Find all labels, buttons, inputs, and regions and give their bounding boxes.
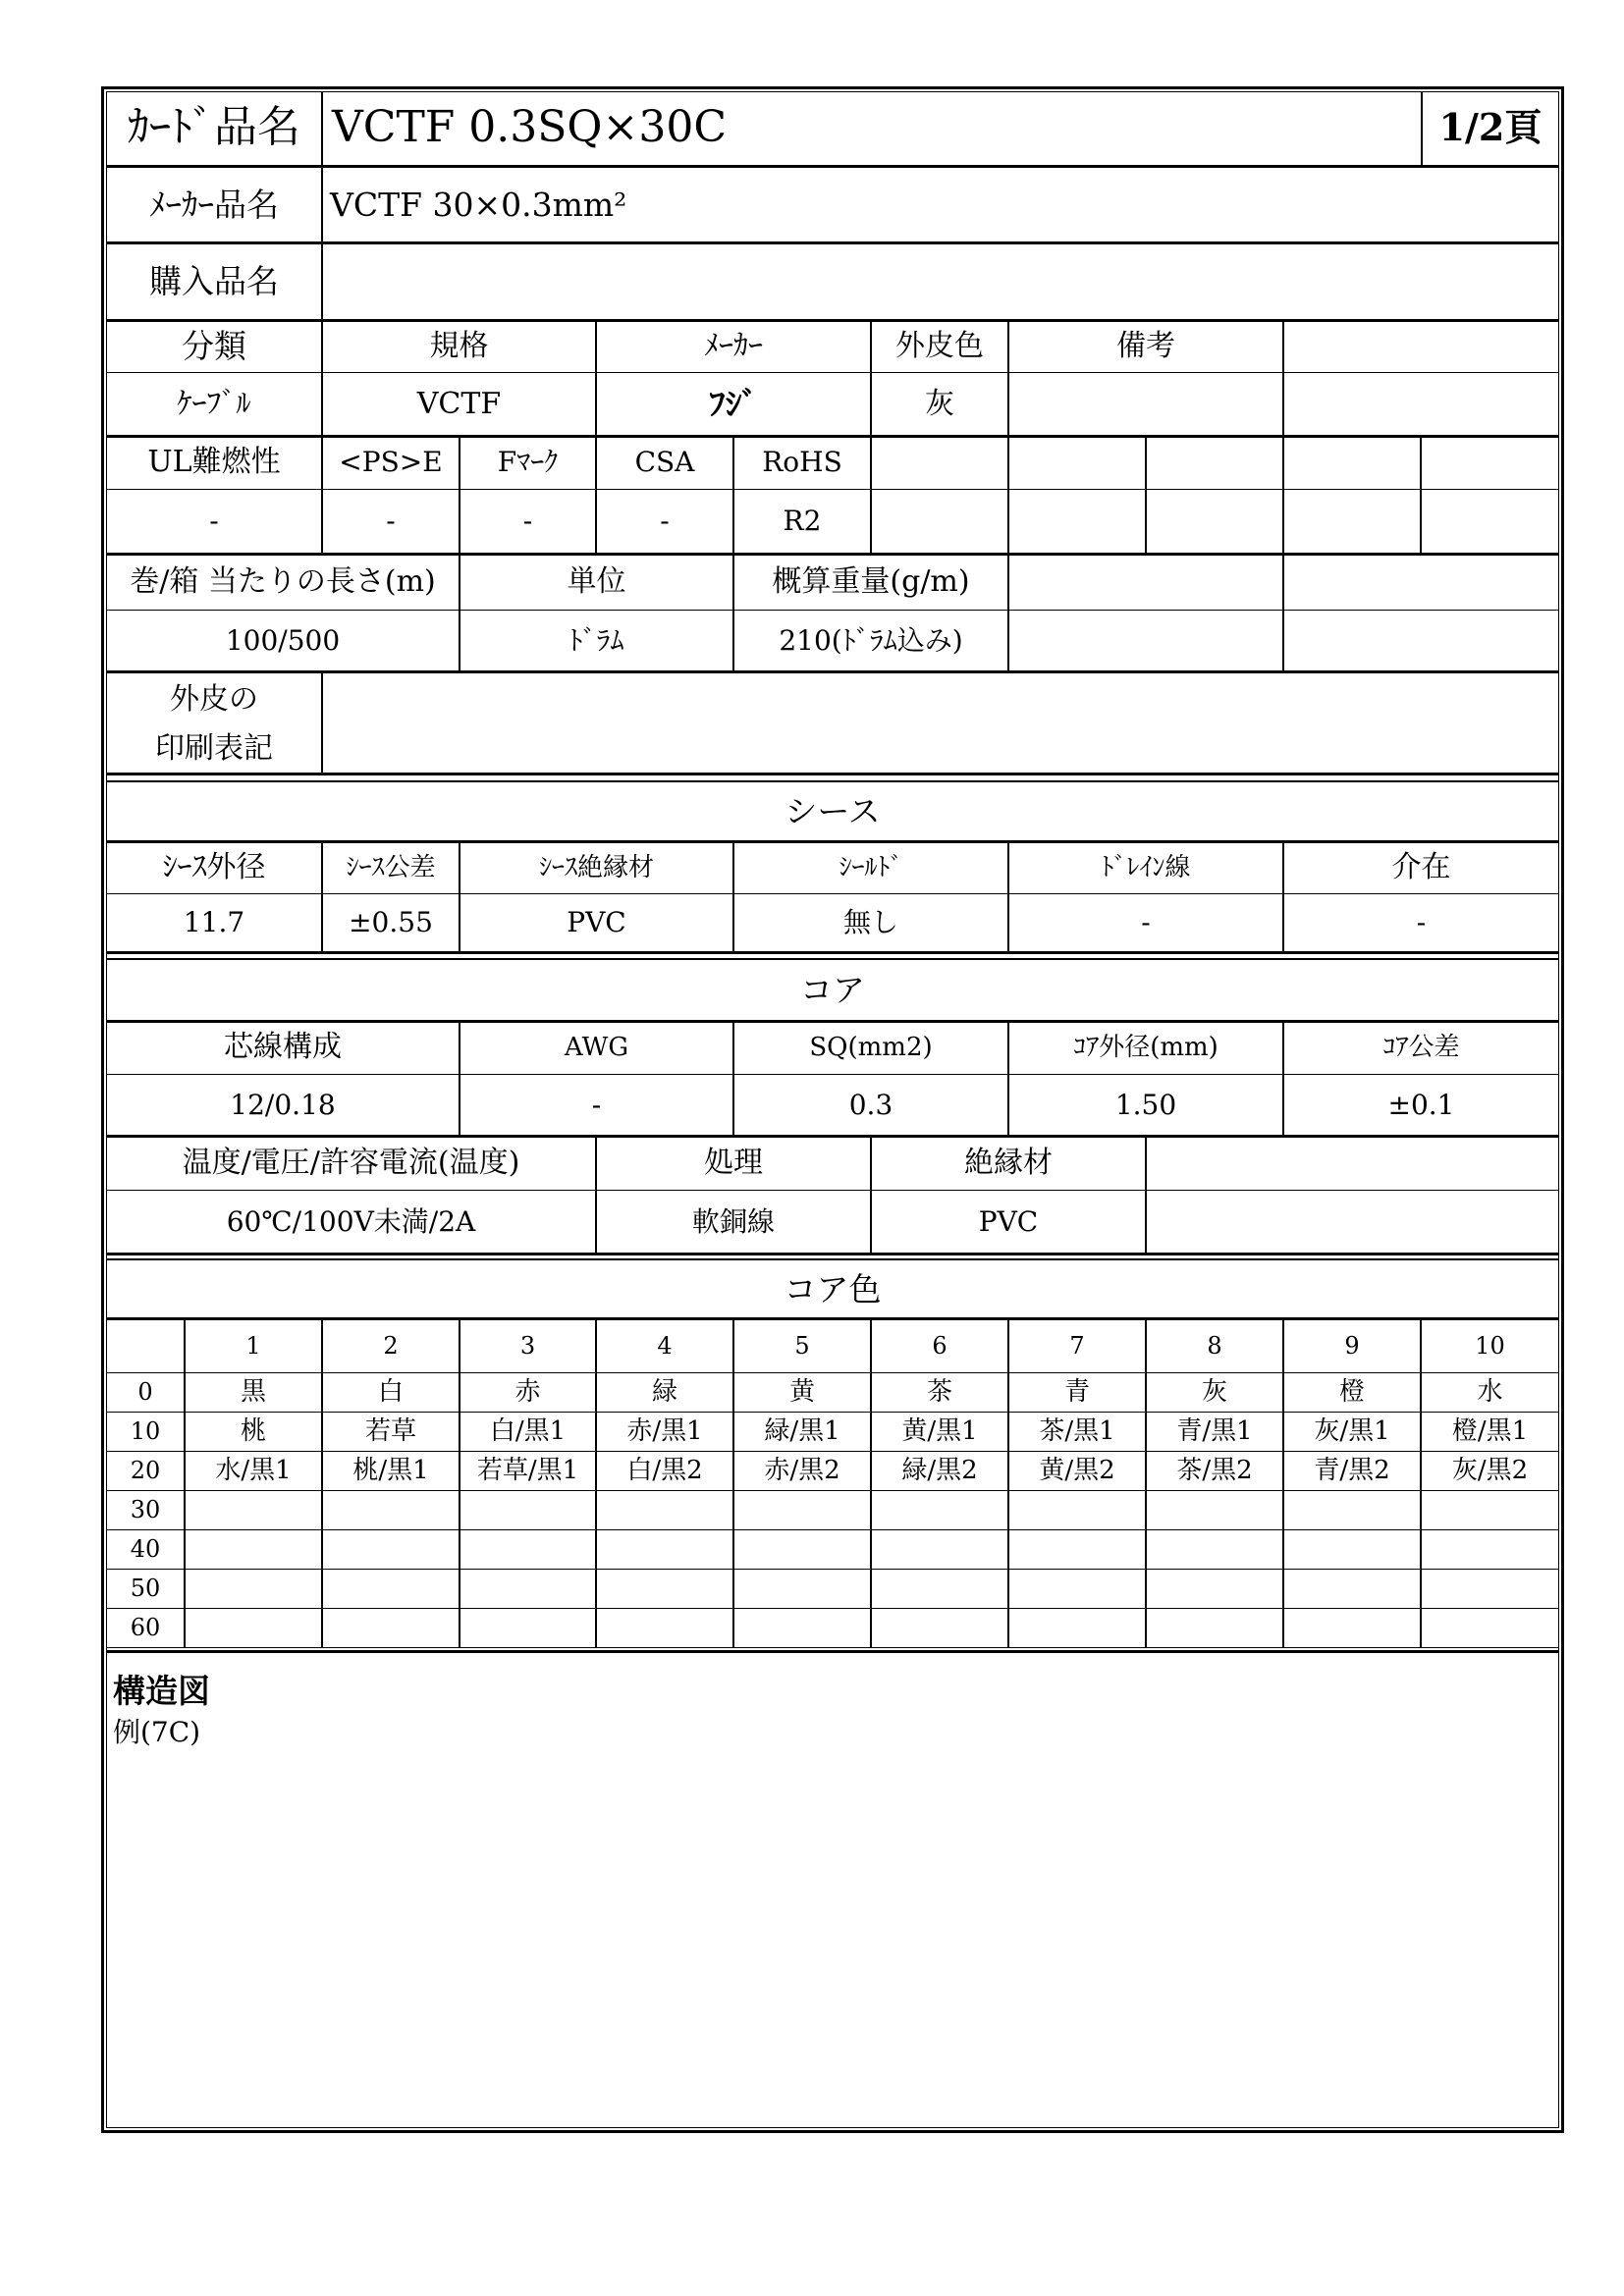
color-cell: 若草/黒1	[476, 1456, 579, 1485]
color-cell: 白/黒2	[626, 1456, 703, 1485]
core-header: SQ(mm2)	[809, 1033, 933, 1062]
sheath-header: ｼｰｽ公差	[346, 852, 436, 882]
standards-value: -	[660, 505, 670, 537]
color-cell: 白	[377, 1377, 404, 1407]
standards-header: RoHS	[762, 446, 842, 478]
classification-value: 灰	[925, 386, 954, 421]
packaging-value	[1283, 610, 1559, 671]
core-value: 1.50	[1114, 1088, 1177, 1121]
standards-value: -	[386, 505, 396, 537]
core-value: 12/0.18	[230, 1088, 336, 1121]
color-column-header: 3	[519, 1331, 536, 1360]
color-cell: 緑/黒1	[764, 1416, 840, 1446]
standards-value	[1421, 489, 1559, 554]
classification-header: 備考	[1116, 328, 1175, 363]
color-cell	[1283, 1608, 1421, 1647]
color-cell: 赤	[514, 1377, 541, 1407]
standards-value: -	[209, 505, 219, 537]
color-cell: 桃/黒1	[352, 1456, 429, 1485]
color-row-label: 50	[130, 1575, 161, 1602]
card-name-value: VCTF 0.3SQ×30C	[332, 102, 728, 152]
color-cell	[185, 1529, 322, 1569]
standards-header: <PS>E	[339, 446, 443, 478]
standards-value	[1283, 489, 1421, 554]
core-title: コア	[800, 971, 865, 1009]
color-cell	[733, 1529, 871, 1569]
color-cell	[1008, 1490, 1146, 1529]
print-marking-value	[322, 671, 1559, 774]
color-row-label: 0	[137, 1378, 153, 1406]
classification-header: 外皮色	[895, 328, 984, 363]
sheath-header: ｼｰｽ外径	[162, 849, 266, 884]
color-cell	[460, 1569, 596, 1608]
color-cell	[596, 1608, 733, 1647]
core-header: 芯線構成	[224, 1030, 342, 1064]
standards-header: CSA	[634, 446, 695, 478]
core-color-title: コア色	[784, 1269, 882, 1308]
page-number: 1/2頁	[1438, 105, 1543, 149]
structure-title: 構造図	[113, 1672, 210, 1710]
standards-header	[1146, 436, 1283, 489]
standards-value	[1146, 489, 1283, 554]
color-cell	[871, 1569, 1008, 1608]
h-rule	[106, 1647, 1559, 1648]
color-cell	[1008, 1529, 1146, 1569]
color-cell	[733, 1569, 871, 1608]
classification-header: 規格	[429, 328, 489, 363]
color-cell	[1008, 1608, 1146, 1647]
purchase-name-value	[322, 243, 1559, 319]
packaging-header: 巻/箱 当たりの長さ(m)	[130, 563, 436, 599]
color-column-header: 9	[1344, 1331, 1360, 1360]
color-cell: 赤/黒2	[764, 1456, 840, 1485]
classification-value	[1008, 372, 1283, 436]
color-cell: 灰/黒1	[1314, 1416, 1390, 1446]
maker-name-label: ﾒｰｶｰ品名	[149, 185, 279, 224]
color-cell	[733, 1490, 871, 1529]
sheath-value: PVC	[567, 906, 626, 938]
packaging-header	[1283, 554, 1559, 610]
color-cell	[460, 1529, 596, 1569]
color-cell: 茶/黒1	[1039, 1416, 1115, 1446]
electrical-header: 絶縁材	[964, 1145, 1053, 1180]
color-cell: 灰	[1201, 1377, 1227, 1407]
color-row-label: 40	[130, 1535, 161, 1563]
color-cell: 黄/黒2	[1039, 1456, 1115, 1485]
color-cell: 青/黒2	[1314, 1456, 1390, 1485]
core-value: -	[591, 1088, 602, 1121]
color-cell	[871, 1529, 1008, 1569]
color-cell: 茶	[926, 1377, 952, 1407]
packaging-value	[1008, 610, 1283, 671]
sheath-header: ｼｰﾙﾄﾞ	[839, 852, 903, 882]
maker-name-value: VCTF 30×0.3mm²	[330, 185, 627, 224]
color-cell	[322, 1529, 460, 1569]
color-cell: 桃	[240, 1416, 266, 1446]
color-cell	[460, 1608, 596, 1647]
color-cell	[596, 1490, 733, 1529]
packaging-value: 210(ﾄﾞﾗﾑ込み)	[779, 623, 963, 657]
color-cell	[596, 1529, 733, 1569]
color-cell: 水	[1477, 1377, 1503, 1407]
core-value: 0.3	[848, 1088, 893, 1121]
standards-value	[871, 489, 1008, 554]
electrical-value: 60℃/100V未満/2A	[226, 1204, 476, 1238]
color-cell: 黒	[240, 1377, 266, 1407]
core-header: ｺｱ外径(mm)	[1073, 1033, 1218, 1062]
color-column-header: 4	[657, 1331, 673, 1360]
standards-value	[1008, 489, 1146, 554]
card-name-label: ｶｰﾄﾞ品名	[128, 102, 300, 152]
sheath-header: 介在	[1391, 849, 1451, 884]
color-cell: 白/黒1	[489, 1416, 567, 1446]
sheath-header: ﾄﾞﾚｲﾝ線	[1101, 852, 1191, 882]
color-cell	[871, 1490, 1008, 1529]
color-column-header: 8	[1207, 1331, 1222, 1360]
color-cell	[596, 1569, 733, 1608]
structure-example: 例(7C)	[113, 1716, 201, 1748]
packaging-header: 単位	[567, 563, 626, 599]
color-cell: 橙	[1338, 1377, 1365, 1407]
sheath-value: -	[1141, 906, 1151, 938]
color-column-header: 2	[383, 1331, 399, 1360]
color-cell	[1421, 1490, 1559, 1529]
color-column-header: 5	[794, 1331, 810, 1360]
classification-value	[1283, 372, 1559, 436]
packaging-header: 概算重量(g/m)	[772, 563, 970, 599]
color-cell	[1146, 1608, 1283, 1647]
color-column-header: 6	[932, 1331, 947, 1360]
color-cell	[733, 1608, 871, 1647]
electrical-value: 軟銅線	[691, 1204, 775, 1238]
color-cell: 橙/黒1	[1451, 1416, 1529, 1446]
print-marking-label: 印刷表記	[155, 731, 273, 766]
color-cell	[322, 1569, 460, 1608]
color-cell: 青	[1063, 1377, 1090, 1407]
sheath-header: ｼｰｽ絶縁材	[538, 852, 654, 882]
classification-value: VCTF	[416, 386, 502, 421]
color-cell: 黄/黒1	[901, 1416, 978, 1446]
sheath-value: 無し	[842, 906, 898, 938]
standards-header	[1421, 436, 1559, 489]
color-cell: 茶/黒2	[1176, 1456, 1253, 1485]
color-cell: 若草	[364, 1416, 416, 1446]
color-cell	[1283, 1569, 1421, 1608]
classification-header: ﾒｰｶｰ	[704, 328, 763, 363]
color-row-label: 30	[130, 1496, 161, 1523]
purchase-name-label: 購入品名	[149, 262, 279, 300]
color-cell: 水/黒1	[215, 1456, 292, 1485]
color-cell	[871, 1608, 1008, 1647]
color-cell	[322, 1490, 460, 1529]
electrical-header: 温度/電圧/許容電流(温度)	[182, 1145, 520, 1180]
color-cell	[1146, 1569, 1283, 1608]
color-cell	[1421, 1608, 1559, 1647]
electrical-header: 処理	[704, 1145, 763, 1180]
standards-header	[1008, 436, 1146, 489]
core-header: ｺｱ公差	[1382, 1033, 1460, 1062]
h-rule	[106, 1650, 1559, 1653]
sheath-value: ±0.55	[349, 906, 433, 938]
color-cell	[185, 1569, 322, 1608]
color-cell	[1008, 1569, 1146, 1608]
standards-header	[1283, 436, 1421, 489]
sheath-value: -	[1416, 906, 1427, 938]
color-cell: 緑/黒2	[901, 1456, 978, 1485]
packaging-header	[1008, 554, 1283, 610]
electrical-value: PVC	[978, 1204, 1039, 1238]
print-marking-label: 外皮の	[170, 682, 258, 717]
color-cell	[1421, 1569, 1559, 1608]
color-cell	[1283, 1490, 1421, 1529]
classification-value: ｹｰﾌﾞﾙ	[177, 386, 251, 421]
packaging-value: 100/500	[225, 623, 341, 657]
electrical-header	[1146, 1136, 1559, 1190]
standards-header: Fﾏｰｸ	[497, 446, 559, 478]
color-row-label: 10	[130, 1417, 161, 1445]
sheath-value: 11.7	[183, 906, 245, 938]
color-column-header: 10	[1475, 1331, 1505, 1360]
color-cell	[1146, 1529, 1283, 1569]
color-cell	[1146, 1490, 1283, 1529]
color-column-header: 1	[245, 1331, 261, 1360]
standards-header	[871, 436, 1008, 489]
classification-value: ﾌｼﾞ	[709, 385, 758, 423]
color-cell	[185, 1490, 322, 1529]
classification-header: 分類	[182, 327, 246, 365]
color-cell	[1421, 1529, 1559, 1569]
standards-header: UL難燃性	[147, 445, 281, 479]
color-cell: 緑	[651, 1377, 677, 1407]
sheath-title: シース	[785, 792, 881, 830]
color-cell: 青/黒1	[1176, 1416, 1253, 1446]
color-cell: 灰/黒2	[1451, 1456, 1529, 1485]
color-cell: 黄	[788, 1377, 815, 1407]
color-cell: 赤/黒1	[626, 1416, 703, 1446]
standards-value: R2	[783, 505, 822, 537]
core-header: AWG	[564, 1033, 629, 1062]
electrical-value	[1146, 1190, 1559, 1254]
color-row-label: 20	[130, 1457, 161, 1484]
color-row-label: 60	[130, 1614, 161, 1641]
color-cell	[322, 1608, 460, 1647]
packaging-value: ﾄﾞﾗﾑ	[568, 623, 624, 657]
core-value: ±0.1	[1387, 1088, 1455, 1121]
classification-header	[1283, 320, 1559, 372]
color-cell	[460, 1490, 596, 1529]
color-column-header: 7	[1069, 1331, 1085, 1360]
color-cell	[185, 1608, 322, 1647]
color-cell	[1283, 1529, 1421, 1569]
standards-value: -	[522, 505, 533, 537]
